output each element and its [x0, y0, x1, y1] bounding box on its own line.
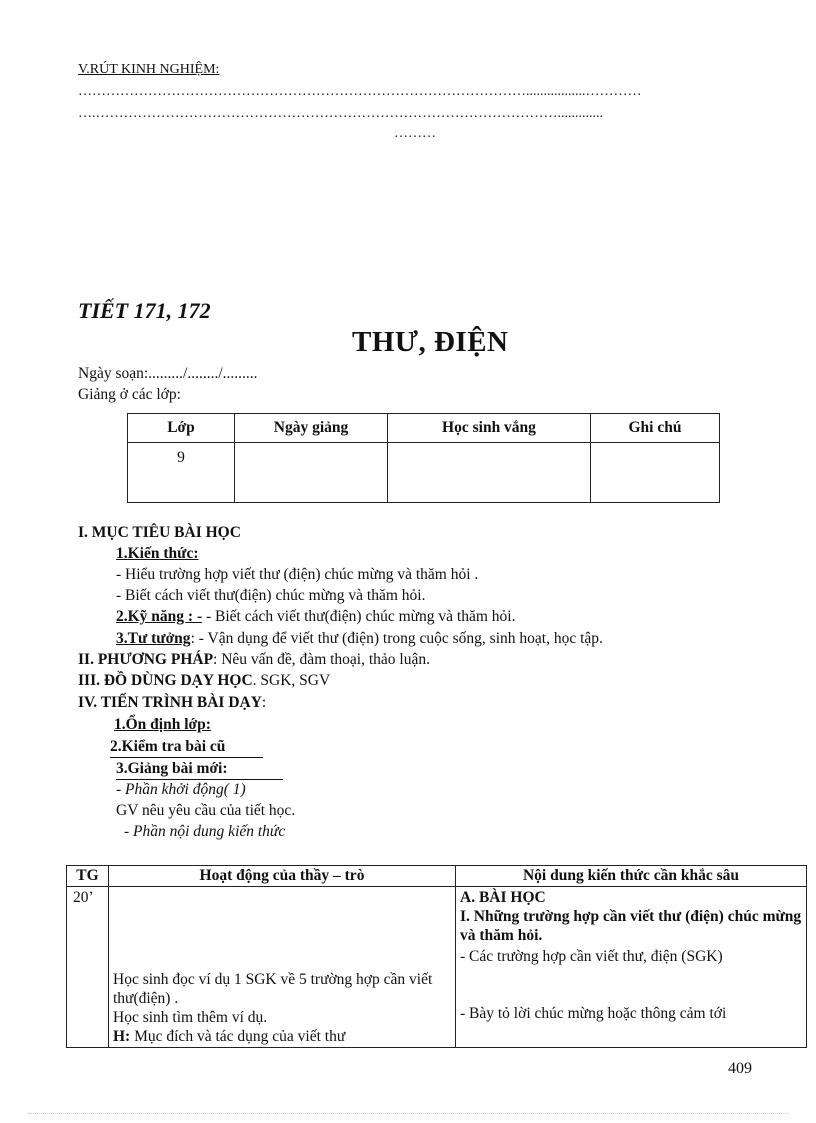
- lesson-period: TIẾT 171, 172: [78, 298, 211, 323]
- table-row: [128, 443, 720, 503]
- activity-read-example: Học sinh đọc ví dụ 1 SGK về 5 trường hợp cần viết thư(điện) .: [113, 971, 433, 1007]
- cell-content: [456, 887, 807, 1048]
- skills-label: 2.Kỹ năng : -: [116, 608, 203, 625]
- materials-label: III. ĐỒ DÙNG DẠY HỌC: [78, 672, 253, 689]
- materials-text: . SGK, SGV: [252, 672, 331, 689]
- warmup-text: GV nêu yêu cầu của tiết học.: [116, 802, 296, 819]
- review-dotted-line-1: …………………………………………………………………………………….................…………: [78, 84, 642, 99]
- cell-time: 20’: [67, 887, 109, 1048]
- procedure-text: :: [261, 694, 267, 711]
- header-time: TG: [67, 866, 109, 887]
- cell-absent-students: [388, 443, 591, 503]
- section-procedure: [78, 694, 266, 712]
- knowledge-item-2: - Biết cách viết thư(điện) chúc mừng và thăm hỏi.: [116, 587, 426, 604]
- warmup-part: - Phần khởi động( 1): [116, 781, 246, 798]
- knowledge-item-1: - Hiểu trường hợp viết thư (điện) chúc mừng và thăm hỏi .: [116, 566, 479, 583]
- page-number: 409: [728, 1060, 752, 1077]
- content-purpose-text: - Bày tỏ lời chúc mừng hoặc thông cảm tới: [460, 1005, 727, 1022]
- section-knowledge: 1.Kiến thức:: [116, 545, 199, 562]
- lesson-title: THƯ, ĐIỆN: [352, 326, 509, 358]
- procedure-label: IV. TIẾN TRÌNH BÀI DẠY: [78, 694, 262, 711]
- section-objectives: I. MỤC TIÊU BÀI HỌC: [78, 524, 241, 541]
- section-skills: [116, 608, 516, 626]
- step-new-lesson: 3.Giảng bài mới:: [116, 760, 283, 780]
- attitude-label: 3.Tư tưởng: [116, 630, 191, 647]
- header-notes: Ghi chú: [591, 414, 720, 443]
- section-materials: [78, 672, 330, 690]
- cell-activities: [109, 887, 456, 1048]
- review-dotted-line-2: ….……………………………………………………………………………………….............: [78, 106, 603, 121]
- content-part: - Phần nội dung kiến thức: [124, 823, 286, 840]
- content-cases-heading: I. Những trường hợp cần viết thư (điện) chúc mừng và thăm hỏi.: [460, 908, 802, 944]
- question-label: H:: [113, 1028, 131, 1045]
- question-text: Mục đích và tác dụng của viết thư: [130, 1028, 346, 1045]
- step-class-stabilize: 1.Ổn định lớp:: [114, 716, 211, 733]
- review-heading: V.RÚT KINH NGHIỆM:: [78, 62, 220, 77]
- review-dotted-line-3: ………: [394, 126, 436, 141]
- cell-teaching-date: [235, 443, 388, 503]
- header-content: Nội dung kiến thức cần khắc sâu: [456, 866, 807, 887]
- table-row: [67, 887, 807, 1048]
- classes-label: Giảng ở các lớp:: [78, 386, 181, 403]
- content-lesson-heading: A. BÀI HỌC: [460, 889, 546, 906]
- class-table: [127, 413, 720, 503]
- attitude-text: : - Vận dụng để viết thư (điện) trong cuộc sống, sinh hoạt, học tập.: [190, 630, 603, 647]
- section-method: [78, 651, 430, 669]
- method-text: : Nêu vấn đề, đàm thoại, thảo luận.: [213, 651, 430, 668]
- cell-notes: [591, 443, 720, 503]
- header-class: Lớp: [128, 414, 235, 443]
- footer-divider: [28, 1113, 788, 1114]
- prep-date: Ngày soạn:........./......../.........: [78, 365, 258, 382]
- activity-question: [113, 1027, 451, 1046]
- method-label: II. PHƯƠNG PHÁP: [78, 651, 214, 668]
- step-homework-check: 2.Kiểm tra bài cũ: [110, 738, 263, 758]
- section-attitude: [116, 630, 603, 648]
- header-absent-students: Học sinh vắng: [388, 414, 591, 443]
- content-cases-text: - Các trường hợp cần viết thư, điện (SGK): [460, 948, 723, 965]
- activity-find-example: Học sinh tìm thêm ví dụ.: [113, 1009, 268, 1026]
- header-teaching-date: Ngày giảng: [235, 414, 388, 443]
- header-activities: Hoạt động của thầy – trò: [109, 866, 456, 887]
- skills-text: - Biết cách viết thư(điện) chúc mừng và thăm hỏi.: [202, 608, 516, 625]
- cell-class: 9: [128, 443, 235, 503]
- activity-table: [66, 865, 807, 1048]
